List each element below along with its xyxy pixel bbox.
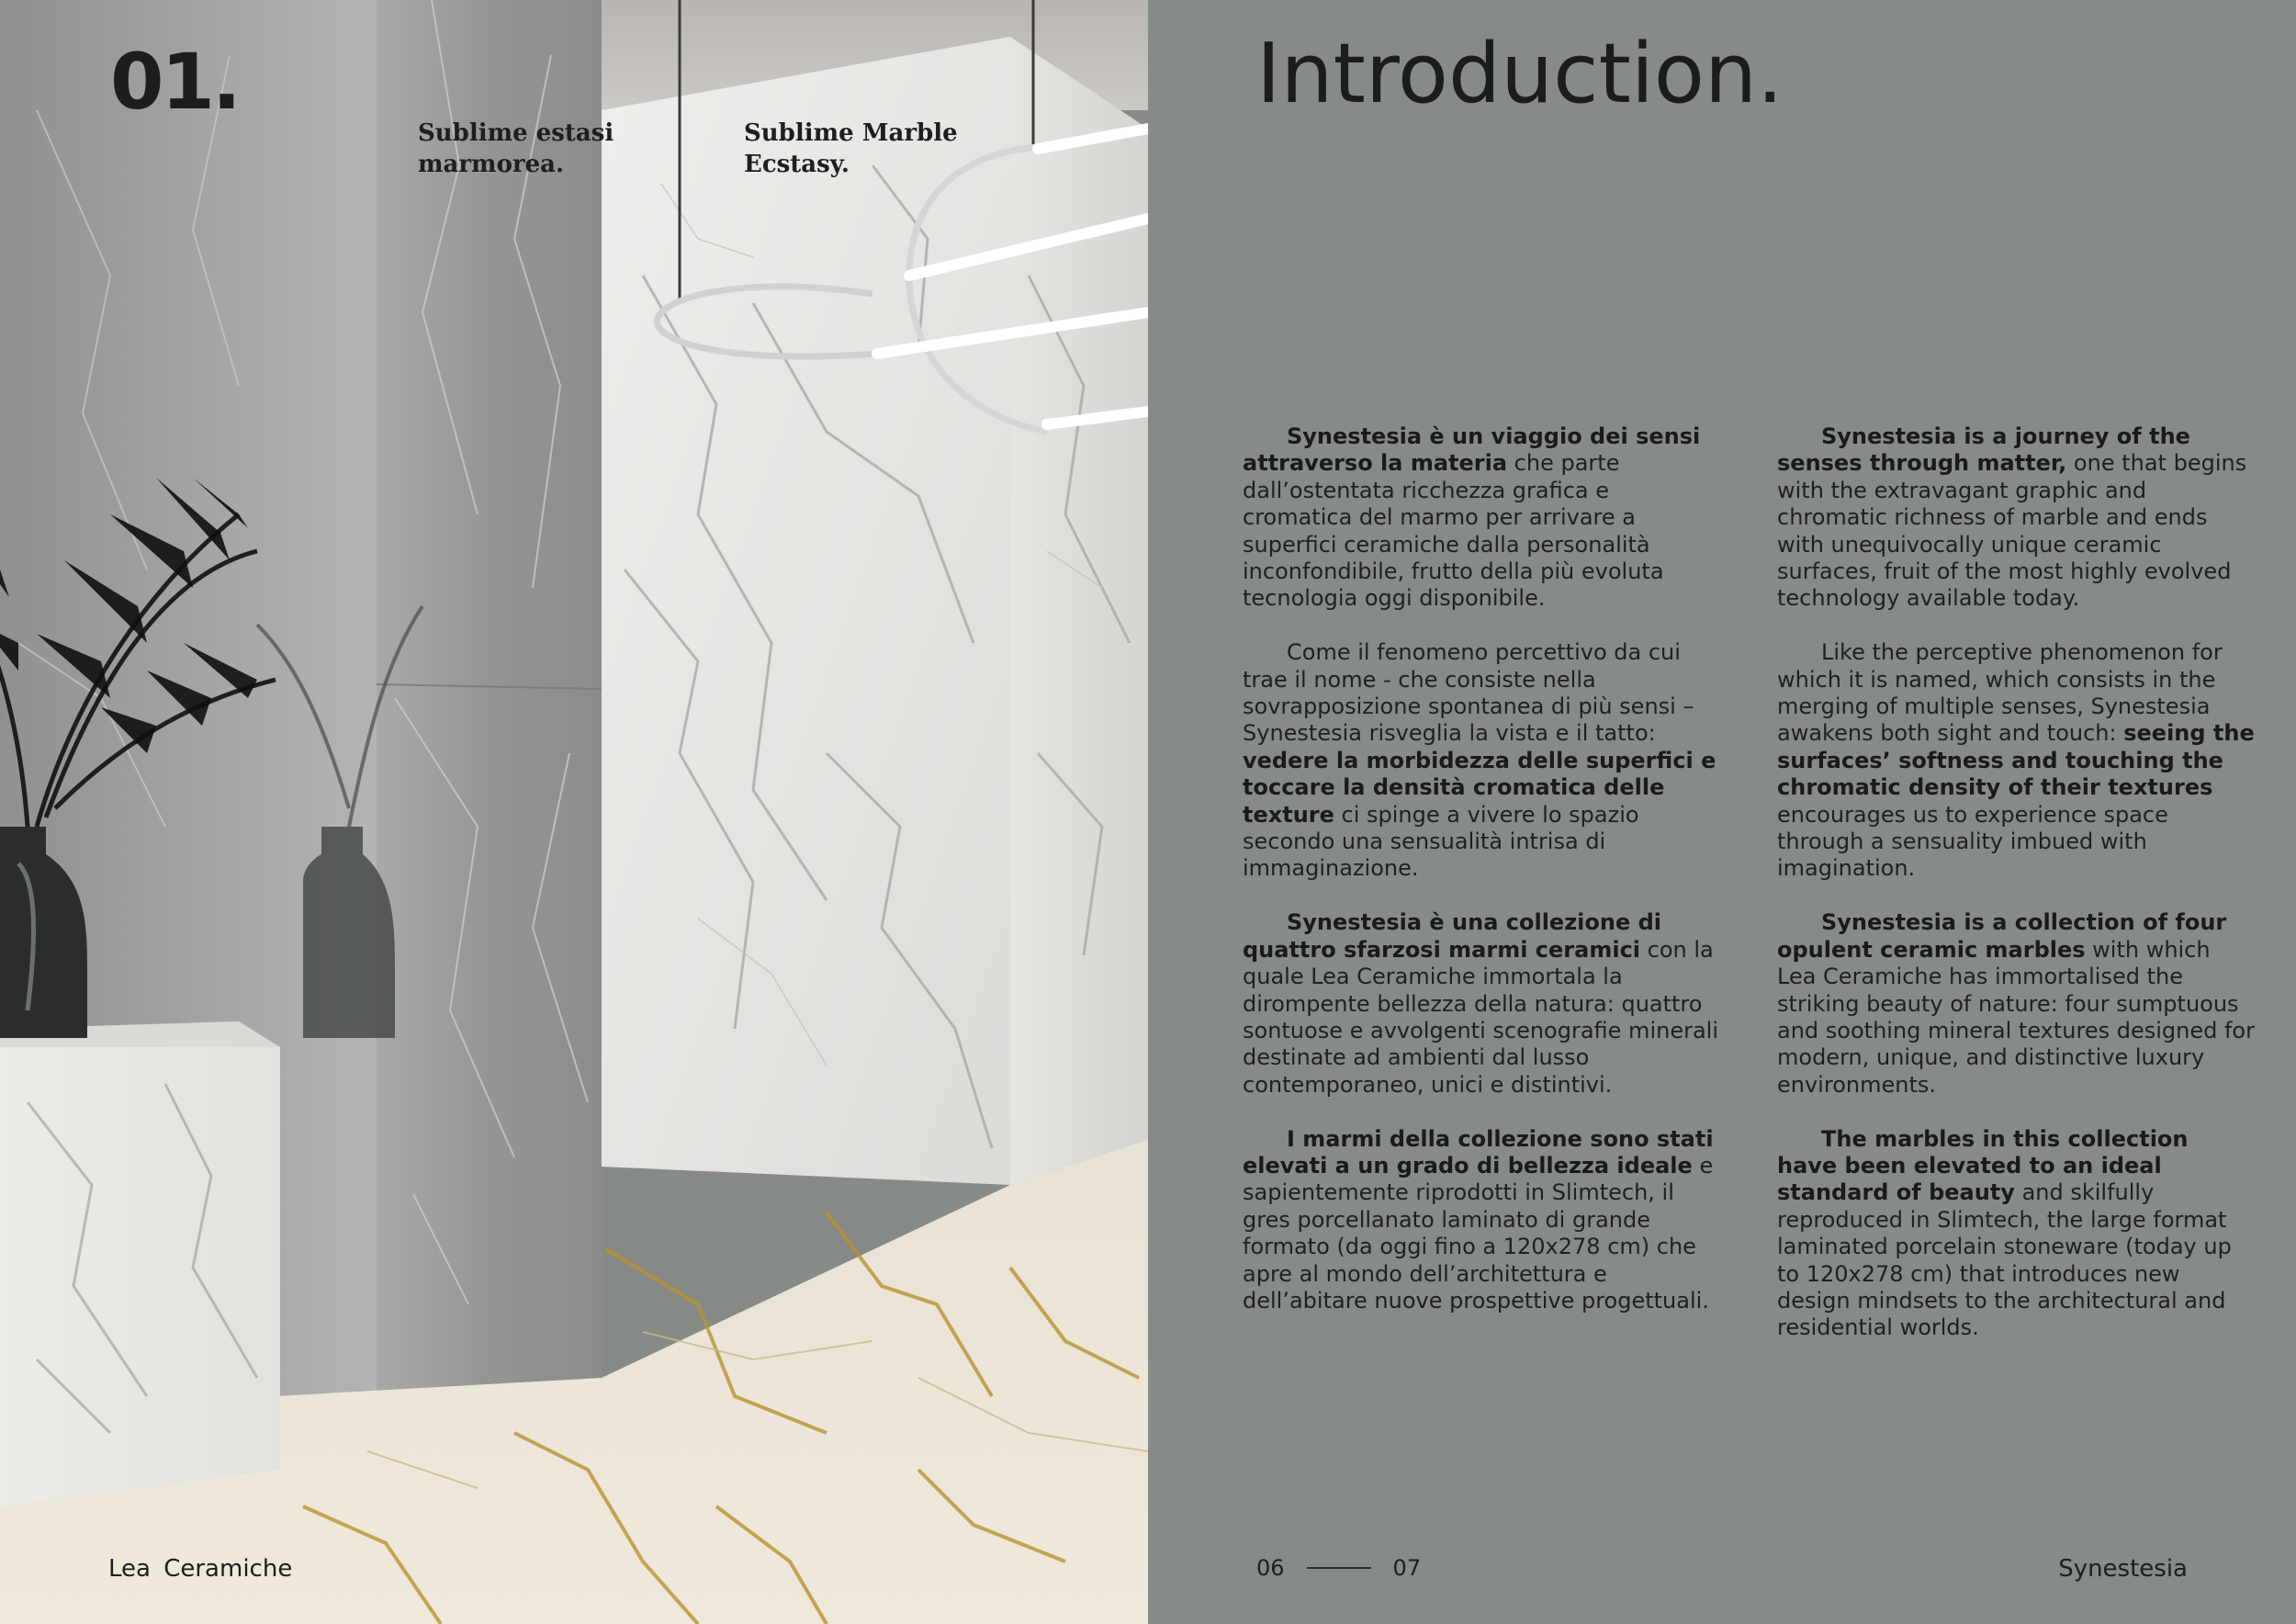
paragraph-text: e sapientemente riprodotti in Slimtech, il gres porcellanato laminato di grande formato (da oggi fino a 120x278 cm) che apre al mondo dell’architettura e dell’abitare nuove prospettive progettuali. (1243, 1152, 1714, 1314)
paragraph (1243, 909, 1720, 1099)
paragraph-text: Come il fenomeno percettivo da cui trae il nome - che consiste nella sovrapposizione spontanea di più sensi – Synestesia risveglia la vista e il tatto: (1243, 639, 1694, 747)
page-numbers (1256, 1555, 1421, 1581)
tagline-italian-line: marmorea. (418, 151, 565, 178)
paragraph-emphasis: The marbles in this collection have been elevated to an ideal standard of beauty (1777, 1125, 2189, 1206)
paragraph-emphasis: seeing the surfaces’ softness and touching the chromatic density of their textures (1777, 720, 2255, 801)
page-number-right: 07 (1392, 1555, 1422, 1581)
tagline-english (744, 118, 958, 180)
english-text-column (1777, 423, 2255, 1369)
paragraph-emphasis: I marmi della collezione sono stati elevati a un grado di bellezza ideale (1243, 1125, 1714, 1179)
paragraph-text: encourages us to experience space through a sensuality imbued with imagination. (1777, 801, 2168, 882)
paragraph-emphasis: Synestesia è una collezione di quattro sfarzosi marmi ceramici (1243, 909, 1661, 963)
page-number-divider (1307, 1567, 1371, 1569)
paragraph (1243, 1126, 1720, 1315)
italian-text-column (1243, 423, 1720, 1342)
paragraph (1243, 639, 1720, 883)
paragraph-emphasis: Synestesia è un viaggio dei sensi attraverso la materia (1243, 423, 1701, 477)
paragraph-text: with which Lea Ceramiche has immortalised the striking beauty of nature: four sumptuous and soothing mineral textures designed for modern, unique, and distinctive luxury environments. (1777, 936, 2255, 1098)
tagline-italian-line: Sublime estasi (418, 119, 614, 147)
page-number-left: 06 (1256, 1555, 1285, 1581)
paragraph (1777, 423, 2255, 613)
paragraph-text: con la quale Lea Ceramiche immortala la dirompente bellezza della natura: quattro sontuose e avvolgenti scenografie minerali destinate ad ambienti dal lusso contemporaneo, unici e distintivi. (1243, 936, 1718, 1098)
tagline-italian (418, 118, 613, 180)
introduction-page (1148, 0, 2296, 1624)
paragraph-text: che parte dall’ostentata ricchezza grafica e cromatica del marmo per arrivare a superfici ceramiche dalla personalità inconfondibile, frutto della più evoluta tecnologia oggi disponibile. (1243, 450, 1664, 612)
tagline-english-line: Ecstasy. (744, 151, 850, 178)
paragraph-emphasis: vedere la morbidezza delle superfici e toccare la densità cromatica delle texture (1243, 747, 1716, 828)
collection-name: Synestesia (2058, 1555, 2188, 1583)
paragraph-emphasis: Synestesia is a collection of four opulent ceramic marbles (1777, 909, 2227, 963)
page-title: Introduction. (1256, 26, 1784, 122)
paragraph-text: one that begins with the extravagant graphic and chromatic richness of marble and ends with unequivocally unique ceramic surfaces, fruit of the most highly evolved technology available today. (1777, 450, 2247, 612)
paragraph-text: and skilfully reproduced in Slimtech, the large format laminated porcelain stoneware (today up to 120x278 cm) that introduces new design mindsets to the architectural and residential worlds. (1777, 1179, 2232, 1341)
tagline-english-line: Sublime Marble (744, 119, 958, 147)
section-number: 01. (110, 37, 239, 127)
paragraph-text: ci spinge a vivere lo spazio secondo una sensualità intrisa di immaginazione. (1243, 801, 1639, 882)
paragraph (1243, 423, 1720, 613)
paragraph (1777, 639, 2255, 883)
brand-name: Lea Ceramiche (108, 1555, 293, 1583)
paragraph (1777, 909, 2255, 1099)
paragraph-emphasis: Synestesia is a journey of the senses through matter, (1777, 423, 2190, 477)
paragraph (1777, 1126, 2255, 1342)
paragraph-text: Like the perceptive phenomenon for which it is named, which consists in the merging of multiple senses, Synestesia awakens both sight and touch: (1777, 639, 2223, 747)
